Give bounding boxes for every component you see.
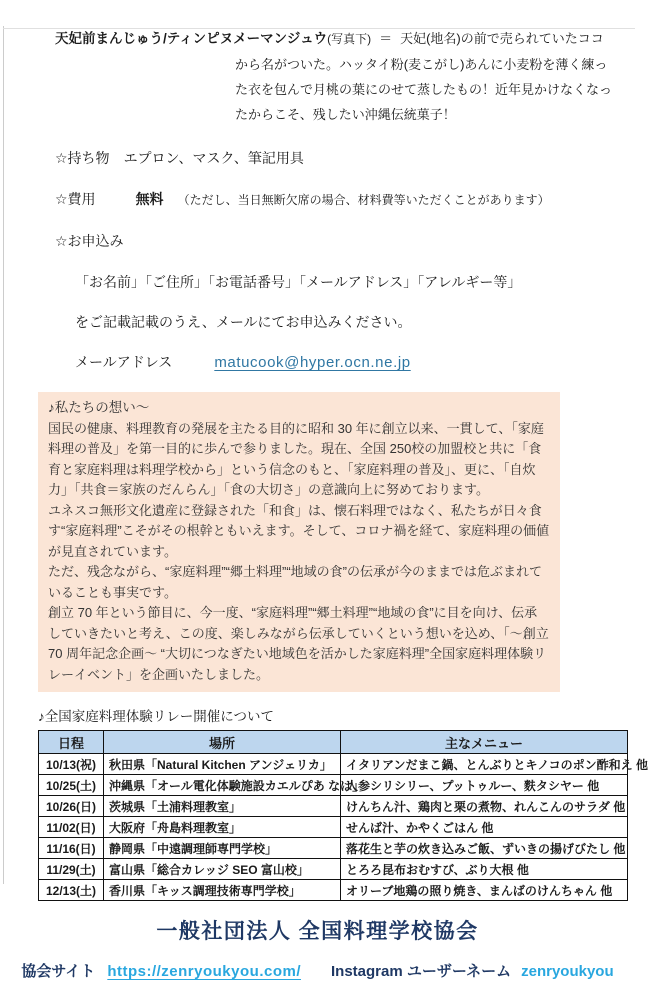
table-row: [39, 859, 628, 880]
fee-item: [55, 188, 635, 211]
cell-menu: イタリアンだまこ鍋、とんぶりとキノコのポン酢和え 他: [341, 754, 628, 775]
event-info-list: [55, 147, 635, 252]
photo-note: (写真下): [327, 32, 372, 46]
site-url-link[interactable]: https://zenryoukyou.com/: [107, 963, 301, 980]
cell-place: 秋田県「Natural Kitchen アンジェリカ」: [104, 754, 341, 775]
email-line: [75, 351, 635, 374]
cell-date: 11/02(日): [39, 817, 104, 838]
apply-details: [75, 271, 635, 374]
sweet-description: 天妃(地名)の前で売られていたココから名がついた。ハッタイ粉(麦こがし)あんに小麦粉を薄く練った衣を包んで月桃の葉にのせて蒸したもの！近年見かけなくなったからこそ、残したい沖縄伝統菓子！: [235, 31, 613, 122]
intro-paragraph: [55, 26, 615, 127]
cell-menu: とろろ昆布おむすび、ぶり大根 他: [341, 859, 628, 880]
email-label: メールアドレス: [75, 354, 173, 370]
page-edge-line: [3, 26, 4, 884]
table-row: [39, 817, 628, 838]
instagram-label: Instagram ユーザーネーム: [331, 963, 512, 980]
site-label: 協会サイト: [21, 963, 96, 980]
thoughts-paragraph: 国民の健康、料理教育の発展を主たる目的に昭和 30 年に創立以来、一貫して、「家庭料理の普及」を第一目的に歩んで参りました。現在、全国 250校の加盟校と共に「食育と家庭料理は料理学校から」という信念のもと、「家庭料理の普及」、更に、「自炊力」「共食＝家族のだんらん」「食の大切さ」の意識向上に努めております。: [48, 420, 544, 497]
fee-label: ☆費用: [55, 191, 96, 207]
table-row: [39, 838, 628, 859]
thoughts-paragraph: 創立 70 年という節目に、今一度、“家庭料理”“郷土料理”“地域の食”に目を向け、伝承していきたいと考え、この度、楽しみながら伝承していくという想いを込め、「～創立 70 周年記念企画～ “大切につなぎたい地域色を活かした家庭料理”全国家庭料理体験リレーイベント」を企画いたしました。: [48, 605, 549, 682]
instagram-handle: zenryoukyou: [521, 963, 614, 980]
belongings-item: [55, 147, 635, 169]
equals-sign: ＝: [379, 31, 393, 46]
belongings-label: ☆持ち物: [55, 150, 110, 166]
cell-date: 11/16(日): [39, 838, 104, 859]
table-row: [39, 880, 628, 901]
cell-menu: けんちん汁、鶏肉と栗の煮物、れんこんのサラダ 他: [341, 796, 628, 817]
cell-date: 10/13(祝): [39, 754, 104, 775]
thoughts-heading: ♪私たちの想い～: [48, 400, 150, 415]
relay-heading: ♪全国家庭料理体験リレー開催について: [38, 709, 274, 724]
header-place: 場所: [104, 731, 341, 754]
table-header-row: [39, 731, 628, 754]
document-page: [0, 26, 648, 980]
thoughts-paragraph: ユネスコ無形文化遺産に登録された「和食」は、懐石料理ではなく、私たちが日々食す“家庭料理”こそがその根幹ともいえます。そして、コロナ禍を経て、家庭料理の価値が見直されています。: [48, 502, 550, 559]
cell-menu: 人参シリシリー、プットゥルー、麩タシヤー 他: [341, 775, 628, 796]
thoughts-box: [38, 392, 560, 692]
cell-date: 10/25(土): [39, 775, 104, 796]
org-name: 一般社団法人 全国料理学校協会: [156, 920, 479, 943]
cell-menu: せんば汁、かやくごはん 他: [341, 817, 628, 838]
belongings-value: エプロン、マスク、筆記用具: [123, 150, 304, 166]
cell-place: 茨城県「土浦料理教室」: [104, 796, 341, 817]
fee-value: 無料: [135, 191, 164, 207]
cell-date: 10/26(日): [39, 796, 104, 817]
apply-instruction-line: をご記載記載のうえ、メールにてお申込みください。: [75, 314, 412, 330]
cell-place: 富山県「総合カレッジ SEO 富山校」: [104, 859, 341, 880]
cell-place: 香川県「キッス調理技術専門学校」: [104, 880, 341, 901]
table-row: [39, 754, 628, 775]
table-row: [39, 775, 628, 796]
table-row: [39, 796, 628, 817]
cell-place: 沖縄県「オール電化体験施設カエルぴあ なは」: [104, 775, 341, 796]
cell-menu: オリーブ地鶏の照り焼き、まんばのけんちゃん 他: [341, 880, 628, 901]
header-menu: 主なメニュー: [341, 731, 628, 754]
cell-date: 12/13(土): [39, 880, 104, 901]
cell-place: 大阪府「舟島料理教室」: [104, 817, 341, 838]
fee-note: （ただし、当日無断欠席の場合、材料費等いただくことがあります）: [177, 193, 550, 207]
email-link[interactable]: matucook@hyper.ocn.ne.jp: [214, 354, 411, 371]
apply-fields-line: 「お名前」「ご住所」「お電話番号」「メールアドレス」「アレルギー等」: [75, 274, 522, 290]
page-edge-line-top: [3, 28, 635, 29]
sweet-name-title: 天妃前まんじゅう/ティンピヌメーマンジュウ: [55, 31, 328, 46]
apply-label: ☆お申込み: [55, 233, 124, 249]
cell-place: 静岡県「中遠調理師専門学校」: [104, 838, 341, 859]
footer-links: [0, 960, 635, 981]
header-date: 日程: [39, 731, 104, 754]
apply-item: [55, 230, 635, 252]
cell-menu: 落花生と芋の炊き込みご飯、ずいきの揚げびたし 他: [341, 838, 628, 859]
schedule-table: [38, 730, 648, 901]
thoughts-paragraph: ただ、残念ながら、“家庭料理”“郷土料理”“地域の食”の伝承が今のままでは危ぶまれていることも事実です。: [48, 564, 542, 600]
cell-date: 11/29(土): [39, 859, 104, 880]
